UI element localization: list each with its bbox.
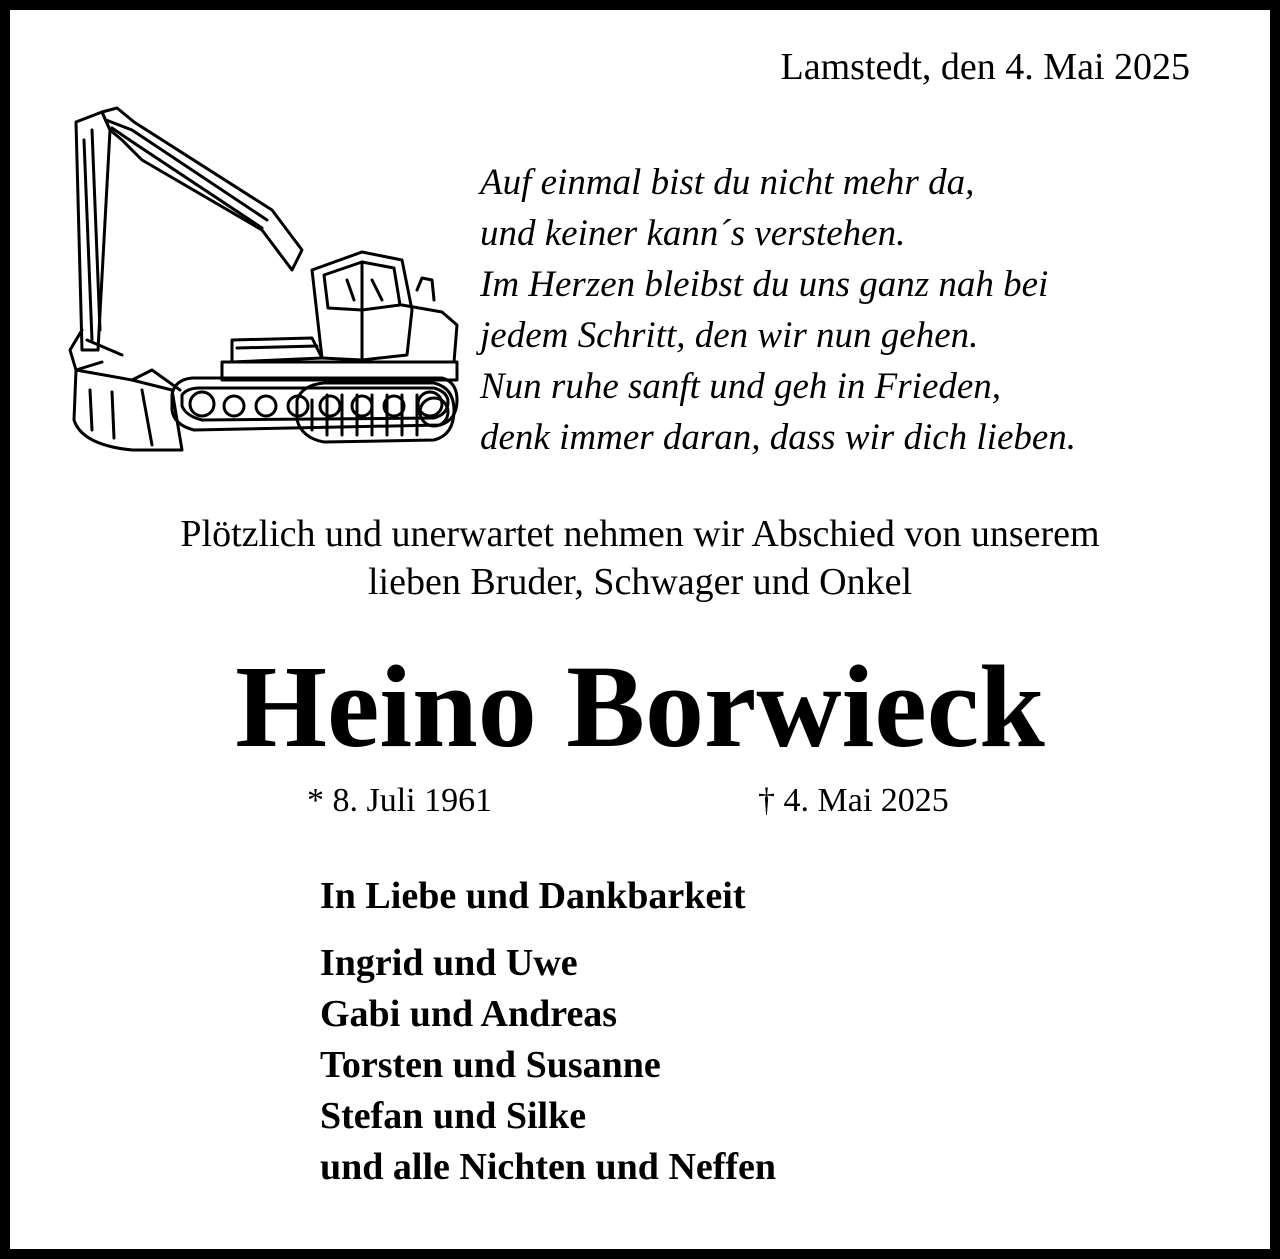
death-date: † 4. Mai 2025 xyxy=(758,782,949,819)
poem-line: jedem Schritt, den wir nun gehen. xyxy=(480,315,979,356)
birth-date: * 8. Juli 1961 xyxy=(307,782,493,819)
excavator-icon xyxy=(62,100,462,460)
intro-text xyxy=(0,510,1280,606)
deceased-name: Heino Borwieck xyxy=(235,641,1045,772)
poem xyxy=(480,157,1076,463)
poem-line: Nun ruhe sanft und geh in Frieden, xyxy=(480,366,1002,407)
mourners-list xyxy=(320,938,776,1193)
intro-line: Plötzlich und unerwartet nehmen wir Abschied von unserem xyxy=(180,513,1100,555)
poem-line: Auf einmal bist du nicht mehr da, xyxy=(480,162,975,203)
mourner-name: und alle Nichten und Neffen xyxy=(320,1146,777,1188)
poem-line: und keiner kann´s verstehen. xyxy=(480,213,906,254)
mourner-name: Torsten und Susanne xyxy=(320,1044,661,1086)
poem-line: Im Herzen bleibst du uns ganz nah bei xyxy=(480,264,1049,305)
mourner-name: Gabi und Andreas xyxy=(320,993,618,1035)
mourner-name: Stefan und Silke xyxy=(320,1095,587,1137)
place-date: Lamstedt, den 4. Mai 2025 xyxy=(780,46,1190,88)
intro-line: lieben Bruder, Schwager und Onkel xyxy=(367,561,913,603)
mourners-heading: In Liebe und Dankbarkeit xyxy=(320,875,746,917)
poem-line: denk immer daran, dass wir dich lieben. xyxy=(480,417,1077,458)
mourner-name: Ingrid und Uwe xyxy=(320,942,578,984)
